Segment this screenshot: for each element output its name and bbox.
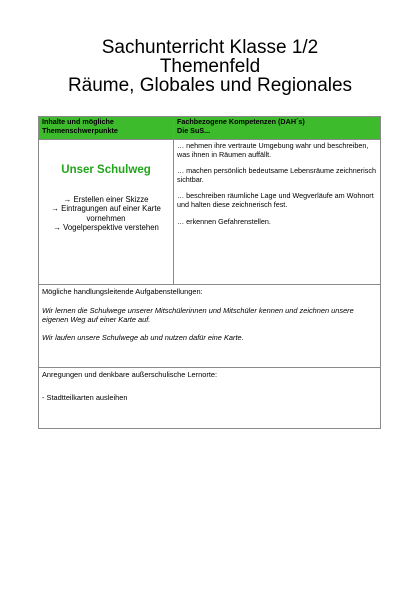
competency-item: … erkennen Gefahrenstellen. bbox=[177, 216, 271, 226]
page-title bbox=[0, 38, 420, 95]
competency-item: … beschreiben räumliche Lage und Wegverläufe am Wohnort und halten diese zeichnerisch fest. bbox=[177, 191, 374, 209]
header-competencies-line-2: Die SuS... bbox=[177, 125, 211, 135]
task-item: Wir laufen unsere Schulwege ab und nutzen dafür eine Karte. bbox=[42, 332, 244, 342]
curriculum-table bbox=[38, 116, 381, 429]
title-line-1: Sachunterricht Klasse 1/2 bbox=[101, 37, 319, 58]
topic-point bbox=[42, 223, 170, 233]
table-row-content bbox=[39, 140, 381, 285]
table-row-tasks bbox=[39, 285, 381, 368]
topic-title: Unser Schulweg bbox=[61, 164, 151, 176]
topic-point-text: Vogelperspektive verstehen bbox=[63, 223, 159, 233]
competency-item: … nehmen ihre vertraute Umgebung wahr und beschreiben, was ihnen in Räumen auffällt. bbox=[177, 141, 369, 159]
topic-point-text: Eintragungen auf einer Karte bbox=[61, 204, 161, 214]
place-item: - Stadtteilkarten ausleihen bbox=[42, 392, 128, 402]
topic-point-text: Erstellen einer Skizze bbox=[73, 194, 149, 204]
topic-point bbox=[42, 195, 170, 205]
arrow-icon: → bbox=[53, 223, 61, 233]
competencies-cell bbox=[174, 140, 381, 285]
header-content-line-1: Inhalte und mögliche bbox=[42, 117, 114, 126]
header-competencies-line-1: Fachbezogene Kompetenzen (DAH´s) bbox=[177, 117, 305, 126]
task-item: Wir lernen die Schulwege unserer Mitschülerinnen und Mitschüler kennen und zeichnen unsere eigenen Weg auf einer Karte auf. bbox=[42, 305, 354, 324]
tasks-label: Mögliche handlungsleitende Aufgabenstellungen: bbox=[42, 287, 203, 296]
topic-cell bbox=[39, 140, 174, 285]
title-line-2: Themenfeld bbox=[159, 56, 261, 77]
arrow-icon: → bbox=[51, 204, 59, 214]
table-header-row bbox=[39, 117, 381, 140]
topic-point-continuation: vornehmen bbox=[86, 213, 126, 223]
tasks-cell bbox=[39, 285, 381, 368]
competency-item: … machen persönlich bedeutsame Lebensräume zeichnerisch sichtbar. bbox=[177, 166, 376, 184]
topic-point bbox=[42, 204, 170, 214]
title-line-3: Räume, Globales und Regionales bbox=[67, 75, 353, 96]
table-row-places bbox=[39, 368, 381, 429]
places-label: Anregungen und denkbare außerschulische Lernorte: bbox=[42, 370, 218, 379]
header-content-line-2: Themenschwerpunkte bbox=[42, 125, 118, 135]
places-cell bbox=[39, 368, 381, 429]
header-content-cell bbox=[39, 117, 174, 140]
arrow-icon: → bbox=[63, 194, 72, 204]
header-competencies-cell bbox=[174, 117, 381, 140]
